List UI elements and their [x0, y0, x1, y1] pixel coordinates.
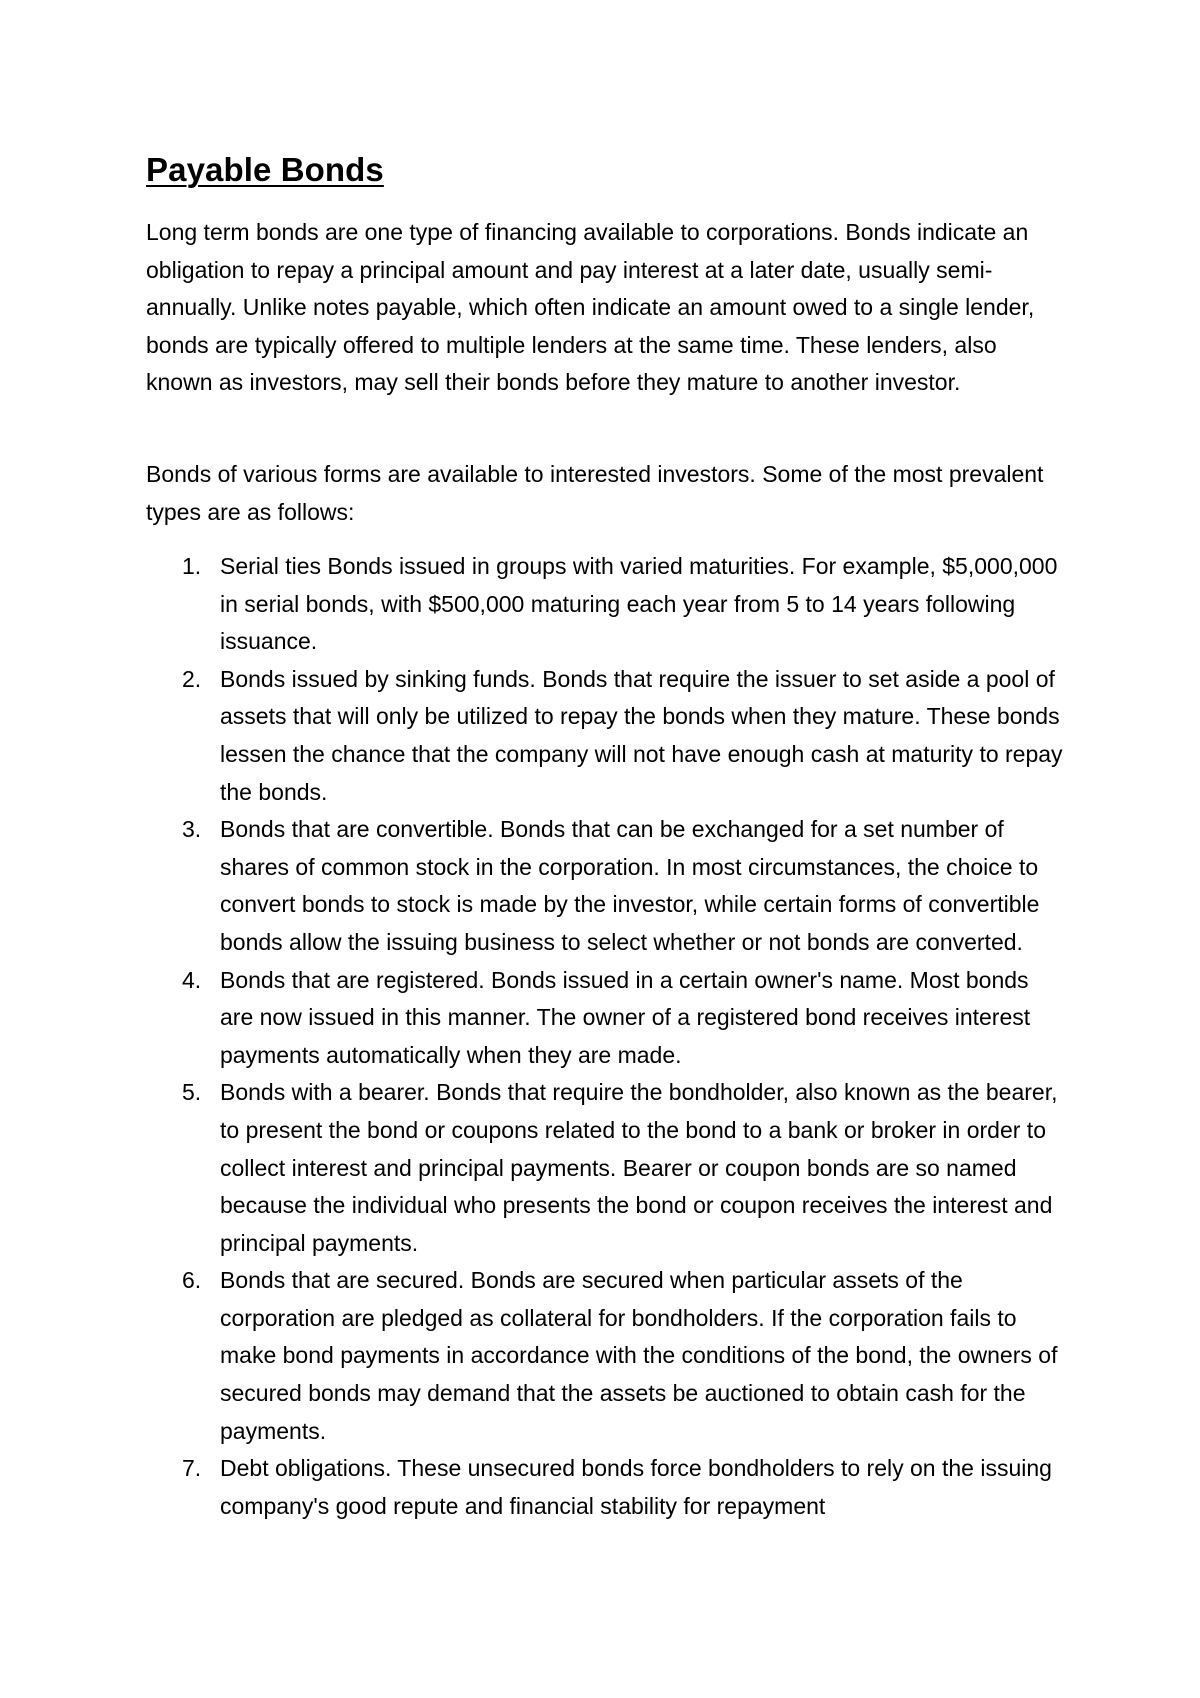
list-item-text: Bonds that are secured. Bonds are secured when particular assets of the corporation are pledged as collateral for bondholders. If the corporation fails to make bond payments in accordance with the conditions of the bond, the owners of secured bonds may demand that the assets be auctioned to obtain cash for the payments.	[220, 1267, 1058, 1444]
list-item	[146, 548, 1066, 661]
list-item	[146, 811, 1066, 961]
list-item-text: Debt obligations. These unsecured bonds force bondholders to rely on the issuing company's good repute and financial stability for repayment	[220, 1455, 1052, 1519]
list-item	[146, 661, 1066, 811]
page-title: Payable Bonds	[146, 151, 384, 188]
list-item-text: Bonds with a bearer. Bonds that require the bondholder, also known as the bearer, to present the bond or coupons related to the bond to a bank or broker in order to collect interest and principal payments. Bearer or coupon bonds are so named because the individual who presents the bond or coupon receives the interest and principal payments.	[220, 1079, 1058, 1256]
list-item-text: Bonds that are registered. Bonds issued in a certain owner's name. Most bonds are now issued in this manner. The owner of a registered bond receives interest payments automatically when they are made.	[220, 966, 1031, 1068]
list-item-number: 5.	[182, 1079, 202, 1106]
list-item-text: Serial ties Bonds issued in groups with varied maturities. For example, $5,000,000 in serial bonds, with $500,000 maturing each year from 5 to 14 years following issuance.	[220, 553, 1058, 655]
list-item-number: 1.	[182, 553, 202, 579]
list-item	[146, 1262, 1066, 1450]
list-item-text: Bonds that are convertible. Bonds that can be exchanged for a set number of shares of common stock in the corporation. In most circumstances, the choice to convert bonds to stock is made by the investor, while certain forms of convertible bonds allow the issuing business to select whether or not bonds are converted.	[220, 816, 1040, 955]
list-item-number: 6.	[182, 1267, 202, 1294]
list-item-number: 2.	[182, 665, 202, 692]
list-item	[146, 1074, 1066, 1262]
list-item-text: Bonds issued by sinking funds. Bonds that require the issuer to set aside a pool of assets that will only be utilized to repay the bonds when they mature. These bonds lessen the chance that the company will not have enough cash at maturity to repay the bonds.	[220, 665, 1063, 805]
list-item	[146, 1450, 1066, 1525]
list-item	[146, 962, 1066, 1075]
intro-paragraph: Long term bonds are one type of financing available to corporations. Bonds indicate an obligation to repay a principal amount and pay interest at a later date, usually semi-annually. Unlike notes payable, which often indicate an amount owed to a single lender, bonds are typically offered to multiple lenders at the same time. These lenders, also known as investors, may sell their bonds before they mature to another investor.	[146, 219, 1035, 396]
types-intro-paragraph: Bonds of various forms are available to interested investors. Some of the most prevalent types are as follows:	[146, 461, 1044, 525]
list-item-number: 7.	[182, 1455, 202, 1482]
bond-types-list	[146, 548, 1066, 1525]
list-item-number: 4.	[182, 966, 202, 993]
list-item-number: 3.	[182, 816, 202, 843]
